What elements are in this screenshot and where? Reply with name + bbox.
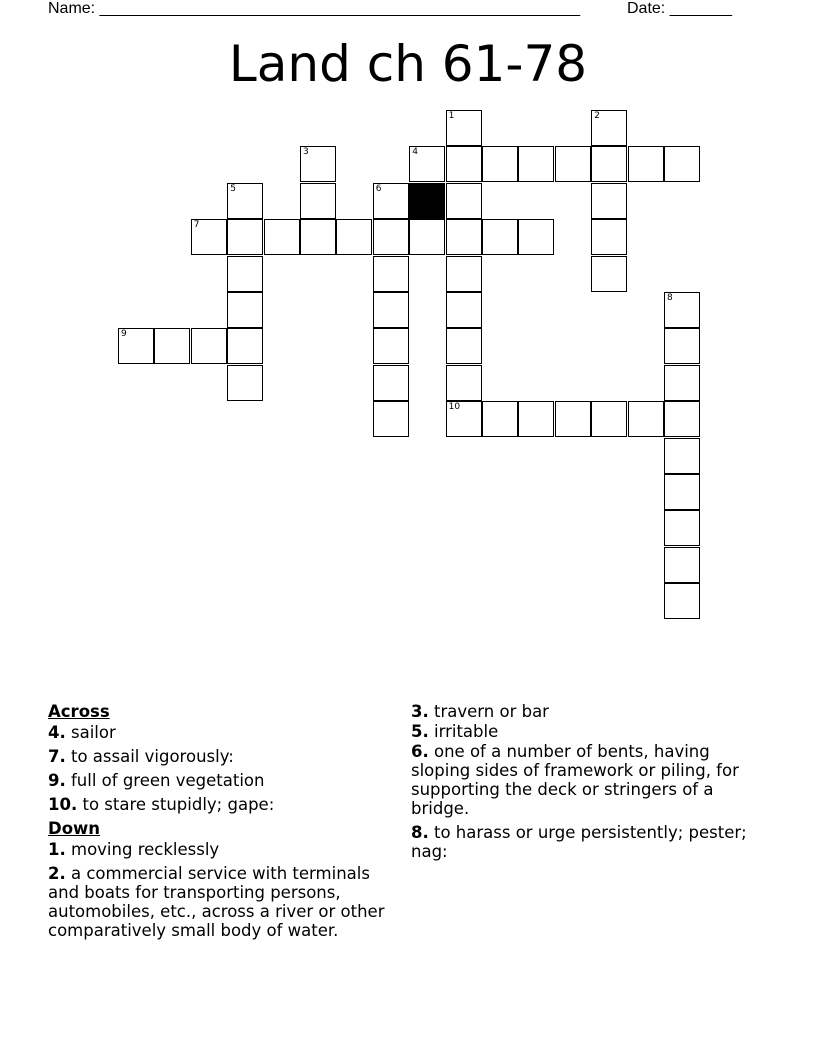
clue-down-8	[411, 823, 771, 861]
crossword-cell[interactable]	[446, 146, 482, 182]
crossword-cell[interactable]	[664, 401, 700, 437]
clue-down-5	[411, 722, 771, 741]
clue-number-label: 4	[412, 147, 418, 158]
crossword-cell[interactable]	[227, 183, 263, 219]
crossword-cell[interactable]	[300, 219, 336, 255]
clue-number: 7.	[48, 747, 66, 766]
clue-text: travern or bar	[428, 702, 549, 721]
crossword-cell[interactable]	[191, 219, 227, 255]
clue-text: to assail vigorously:	[65, 747, 234, 766]
clues-column-left	[48, 702, 398, 945]
clue-number-label: 1	[448, 111, 455, 121]
crossword-cell[interactable]	[446, 183, 482, 219]
crossword-cell[interactable]	[518, 146, 554, 182]
crossword-cell[interactable]	[482, 219, 518, 255]
crossword-cell[interactable]	[555, 146, 591, 182]
crossword-cell[interactable]	[446, 401, 482, 437]
crossword-cell[interactable]	[373, 328, 409, 364]
clue-number: 10.	[48, 795, 78, 814]
crossword-cell[interactable]	[227, 365, 263, 401]
clue-text: irritable	[428, 722, 499, 741]
clue-number-label: 8	[667, 293, 673, 303]
clue-across-7	[48, 747, 398, 766]
clue-number-label: 7	[193, 220, 200, 231]
crossword-cell[interactable]	[446, 219, 482, 255]
crossword-cell[interactable]	[227, 256, 263, 292]
clue-number: 2.	[48, 864, 66, 883]
clue-number: 5.	[411, 722, 429, 741]
clue-number: 1.	[48, 840, 66, 859]
crossword-cell[interactable]	[446, 292, 482, 328]
clue-number: 6.	[411, 742, 429, 761]
crossword-cell[interactable]	[518, 219, 554, 255]
crossword-cell[interactable]	[664, 438, 700, 474]
crossword-cell[interactable]	[409, 146, 445, 182]
clue-number-label: 2	[594, 111, 600, 121]
crossword-cell[interactable]	[300, 183, 336, 219]
clue-text: a commercial service with terminals and boats for transporting persons, automobiles, etc., across a river or other comparatively small body of water.	[48, 864, 385, 940]
clue-down-2	[48, 864, 398, 940]
crossword-cell[interactable]	[664, 365, 700, 401]
clue-across-9	[48, 771, 398, 790]
across-heading: Across	[48, 702, 110, 721]
crossword-cell[interactable]	[118, 328, 154, 364]
crossword-cell[interactable]	[373, 219, 409, 255]
black-square	[409, 183, 445, 219]
clue-text: moving recklessly	[65, 840, 220, 859]
crossword-cell[interactable]	[591, 401, 627, 437]
clue-text: sailor	[65, 723, 116, 742]
crossword-cell[interactable]	[373, 183, 409, 219]
clue-number: 3.	[411, 702, 429, 721]
crossword-cell[interactable]	[664, 510, 700, 546]
crossword-cell[interactable]	[591, 183, 627, 219]
clue-down-1	[48, 840, 398, 859]
crossword-cell[interactable]	[664, 328, 700, 364]
crossword-cell[interactable]	[264, 219, 300, 255]
crossword-cell[interactable]	[373, 292, 409, 328]
crossword-cell[interactable]	[591, 219, 627, 255]
clue-down-3	[411, 702, 771, 721]
crossword-cell[interactable]	[227, 328, 263, 364]
crossword-cell[interactable]	[555, 401, 591, 437]
crossword-cell[interactable]	[591, 256, 627, 292]
crossword-cell[interactable]	[446, 365, 482, 401]
crossword-cell[interactable]	[373, 256, 409, 292]
crossword-cell[interactable]	[591, 110, 627, 146]
crossword-cell[interactable]	[191, 328, 227, 364]
crossword-cell[interactable]	[482, 401, 518, 437]
crossword-cell[interactable]	[154, 328, 190, 364]
clue-text: full of green vegetation	[65, 771, 265, 790]
crossword-cell[interactable]	[664, 547, 700, 583]
down-heading: Down	[48, 819, 101, 838]
name-field-line: Name: ______________________________________________________	[48, 0, 581, 17]
clue-number: 4.	[48, 723, 66, 742]
crossword-cell[interactable]	[227, 219, 263, 255]
crossword-cell[interactable]	[446, 256, 482, 292]
crossword-cell[interactable]	[591, 146, 627, 182]
clue-number: 9.	[48, 771, 66, 790]
clue-number-label: 6	[375, 183, 382, 194]
crossword-cell[interactable]	[628, 401, 664, 437]
crossword-cell[interactable]	[336, 219, 372, 255]
clue-number-label: 5	[230, 183, 236, 194]
clue-number-label: 9	[121, 329, 127, 340]
clue-down-6	[411, 742, 771, 818]
crossword-cell[interactable]	[300, 146, 336, 182]
clue-text: to harass or urge persistently; pester; nag:	[411, 823, 747, 861]
crossword-cell[interactable]	[409, 219, 445, 255]
page-title: Land ch 61-78	[228, 35, 588, 93]
crossword-cell[interactable]	[373, 365, 409, 401]
crossword-cell[interactable]	[664, 146, 700, 182]
clue-number-label: 10	[448, 402, 461, 413]
clue-text: to stare stupidly; gape:	[77, 795, 275, 814]
crossword-cell[interactable]	[446, 328, 482, 364]
crossword-cell[interactable]	[373, 401, 409, 437]
date-field-line: Date: _______	[627, 0, 732, 17]
clue-across-4	[48, 723, 398, 742]
crossword-cell[interactable]	[482, 146, 518, 182]
clues-column-right	[411, 702, 771, 866]
clue-text: one of a number of bents, having sloping sides of framework or piling, for supporting the deck or stringers of a bridge.	[411, 742, 739, 818]
clue-number-label: 3	[303, 147, 309, 158]
crossword-cell[interactable]	[664, 583, 700, 619]
crossword-cell[interactable]	[628, 146, 664, 182]
crossword-cell[interactable]	[446, 110, 482, 146]
clue-across-10	[48, 795, 398, 814]
crossword-cell[interactable]	[227, 292, 263, 328]
crossword-cell[interactable]	[664, 292, 700, 328]
crossword-cell[interactable]	[518, 401, 554, 437]
crossword-cell[interactable]	[664, 474, 700, 510]
clue-number: 8.	[411, 823, 429, 842]
